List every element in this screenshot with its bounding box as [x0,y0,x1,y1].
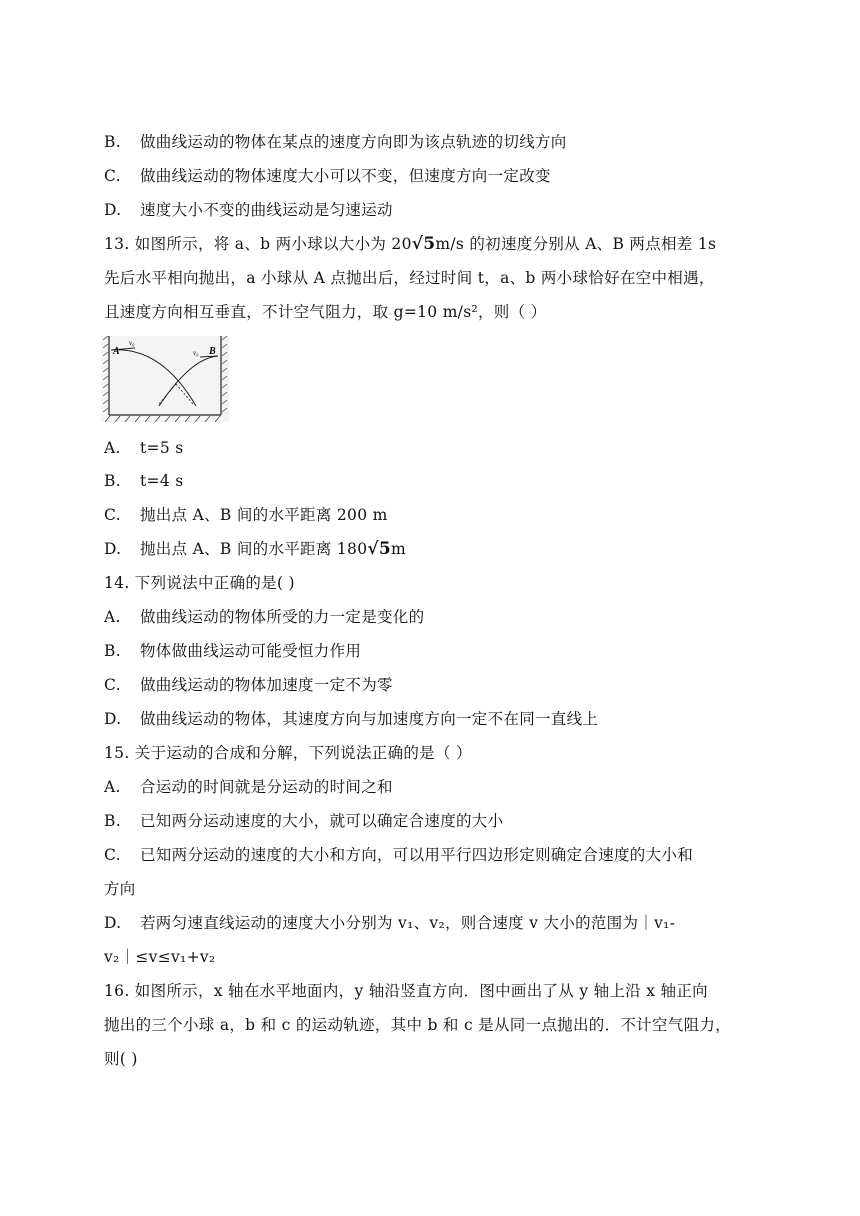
option-text-a: 抛出点 A、B 间的水平距离 180 [140,540,368,558]
option-label: B. [104,642,121,660]
q13-option-a [104,437,183,459]
option-text: 已知两分运动的速度的大小和方向，可以用平行四边形定则确定合速度的大小和 [140,846,694,864]
q15-stem: 15. 关于运动的合成和分解，下列说法正确的是（ ） [104,744,472,762]
q13-text-b: m/s 的初速度分别从 A、B 两点相差 1s [435,235,717,253]
option-text: 速度大小不变的曲线运动是匀速运动 [140,201,393,219]
option-text: 做曲线运动的物体，其速度方向与加速度方向一定不在同一直线上 [140,710,599,728]
q13-option-d [104,538,406,560]
option-label: C. [104,506,121,524]
label-v0-a: v₀ [129,339,135,347]
option-text: 合运动的时间就是分运动的时间之和 [140,778,393,796]
q13-text-a: 13. 如图所示，将 a、b 两小球以大小为 20 [104,235,412,253]
q15-option-d [104,912,675,934]
option-label: D. [104,710,122,728]
option-label: B. [104,472,121,490]
sqrt-five: √5 [411,234,436,254]
q13-stem-line-2: 先后水平相向抛出，a 小球从 A 点抛出后，经过时间 t，a、b 两小球恰好在空中相遇， [104,269,715,287]
q13-stem-line-3: 且速度方向相互垂直，不计空气阻力，取 g=10 m/s²，则（ ） [104,303,547,321]
q13-option-c [104,504,388,526]
option-text: t=4 s [140,472,184,490]
q15-option-a [104,776,393,798]
q14-option-b [104,640,361,662]
q14-option-c [104,674,393,696]
option-label: D. [104,540,122,558]
option-text: 做曲线运动的物体速度大小可以不变，但速度方向一定改变 [140,167,551,185]
option-text: 若两匀速直线运动的速度大小分别为 v₁、v₂，则合速度 v 大小的范围为｜v₁- [140,914,676,932]
option-text: 物体做曲线运动可能受恒力作用 [140,642,362,660]
q14-option-d [104,708,598,730]
option-label: B. [104,812,121,830]
option-label: A. [104,778,121,796]
option-text: 做曲线运动的物体在某点的速度方向即为该点轨迹的切线方向 [140,133,567,151]
label-v0-b: v₀ [193,349,199,357]
q14-stem: 14. 下列说法中正确的是( ) [104,574,295,592]
q13-stem-line-1 [104,233,716,255]
label-a: A [113,346,120,357]
q12-option-d [104,199,393,221]
sqrt-five: √5 [367,539,391,559]
option-text: 做曲线运动的物体加速度一定不为零 [140,676,393,694]
option-label: D. [104,201,122,219]
option-label: C. [104,676,121,694]
q15-option-b [104,810,503,832]
option-label: A. [104,608,121,626]
option-text: 已知两分运动速度的大小，就可以确定合速度的大小 [140,812,504,830]
option-text: t=5 s [140,439,184,457]
q15-option-c-continued: 方向 [104,880,136,898]
option-label: B. [104,133,121,151]
option-label: C. [104,846,121,864]
q16-stem-line-3: 则( ) [104,1050,138,1068]
q12-option-b [104,131,567,153]
q14-option-a [104,606,424,628]
q13-figure [101,336,229,422]
label-b: B [209,346,216,357]
q16-stem-line-1: 16. 如图所示，x 轴在水平地面内，y 轴沿竖直方向．图中画出了从 y 轴上沿 x 轴正向 [104,982,708,1000]
q12-option-c [104,165,551,187]
option-text-b: m [390,540,406,558]
option-label: A. [104,439,121,457]
q15-option-d-continued: v₂｜≤v≤v₁+v₂ [104,948,216,966]
option-label: D. [104,914,122,932]
q13-option-b [104,470,183,492]
option-text: 抛出点 A、B 间的水平距离 200 m [140,506,388,524]
option-text: 做曲线运动的物体所受的力一定是变化的 [140,608,425,626]
q16-stem-line-2: 抛出的三个小球 a，b 和 c 的运动轨迹，其中 b 和 c 是从同一点抛出的．不计空气阻力， [104,1016,731,1034]
option-label: C. [104,167,121,185]
q15-option-c [104,844,693,866]
